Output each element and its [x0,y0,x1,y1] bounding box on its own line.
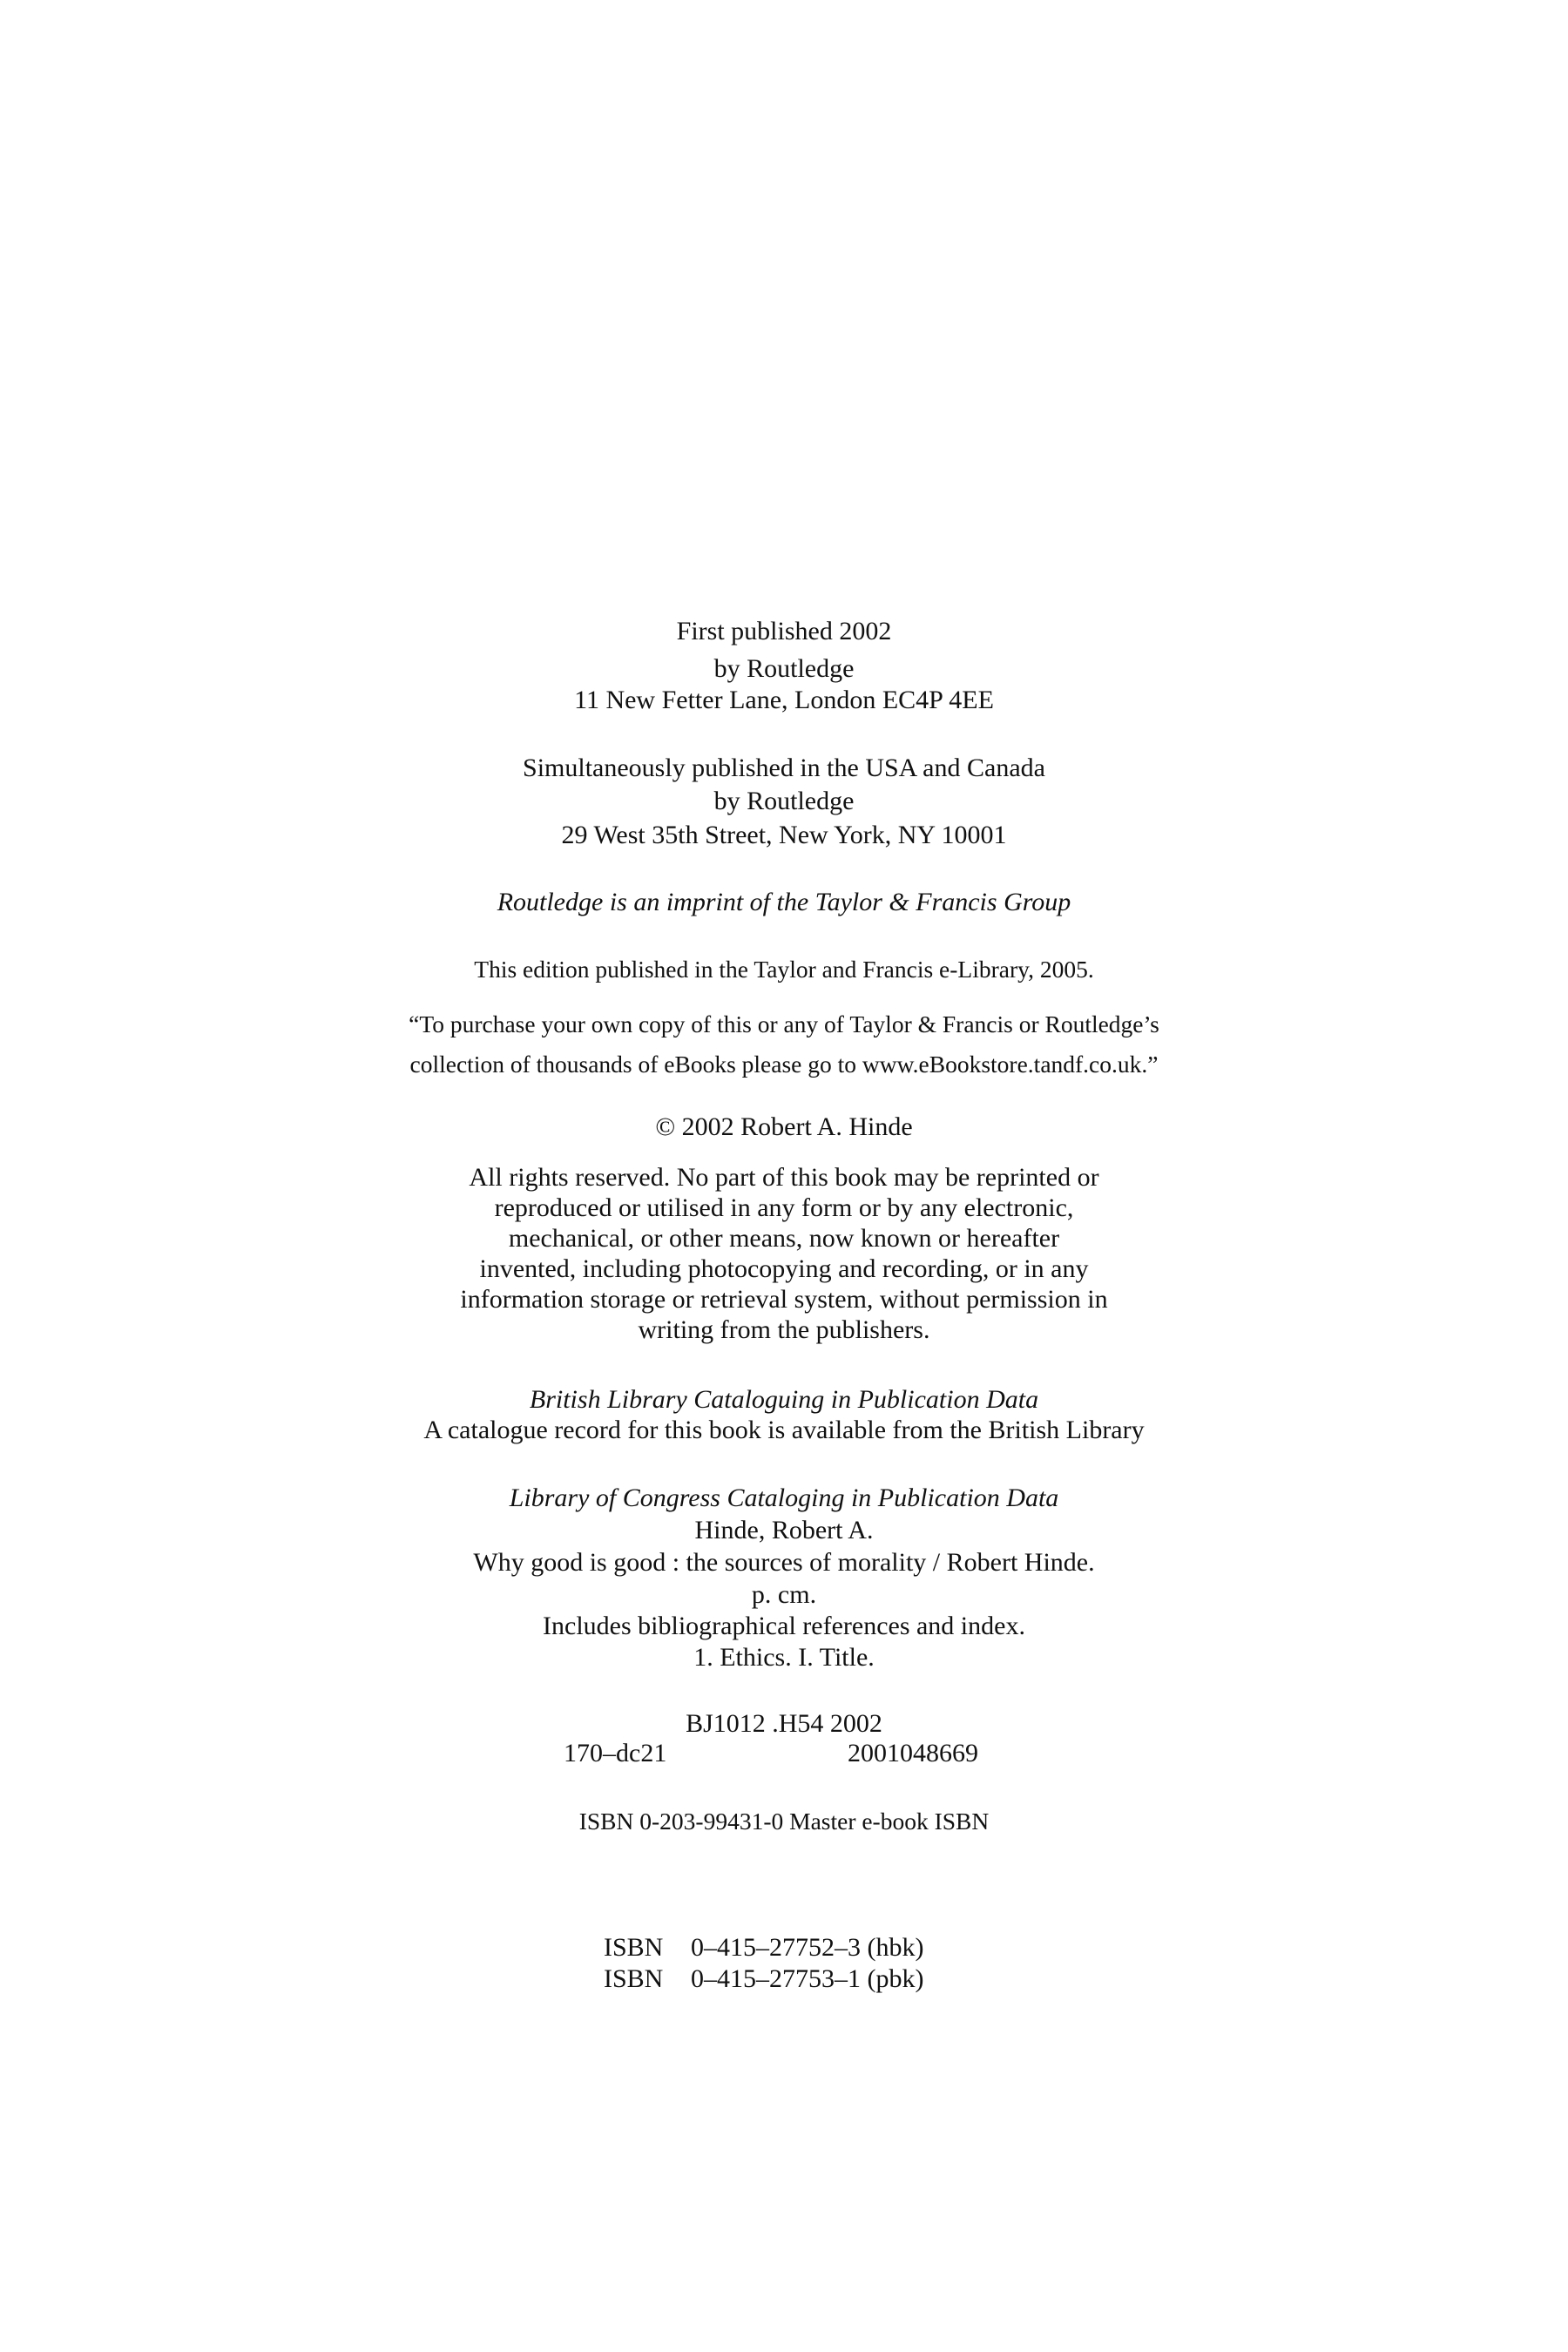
classification-row [0,1738,1568,1769]
rights-line: information storage or retrieval system, without permission in [460,1285,1108,1314]
address-us: 29 West 35th Street, New York, NY 10001 [561,821,1007,849]
loc-line: p. cm. [751,1580,817,1609]
loc-line: Why good is good : the sources of morality / Robert Hinde. [473,1548,1095,1577]
loc-heading: Library of Congress Cataloging in Publication Data [509,1484,1059,1512]
rights-line: writing from the publishers. [638,1315,930,1344]
publisher-us: by Routledge [713,787,855,815]
purchase-line-2: collection of thousands of eBooks please go to www.eBookstore.tandf.co.uk.” [409,1051,1159,1078]
isbn-row-hbk [0,1932,1568,1963]
first-published: First published 2002 [676,617,892,645]
dewey-number: 170–dc21 [564,1739,667,1767]
imprint-note: Routledge is an imprint of the Taylor & Francis Group [497,888,1071,916]
call-number: BJ1012 .H54 2002 [686,1709,882,1738]
master-isbn: ISBN 0-203-99431-0 Master e-book ISBN [578,1808,990,1835]
rights-line: reproduced or utilised in any form or by any electronic, [494,1193,1074,1222]
rights-line: All rights reserved. No part of this book may be reprinted or [469,1163,1099,1192]
lccn-number: 2001048669 [848,1739,978,1767]
ebook-edition: This edition published in the Taylor and Francis e-Library, 2005. [474,956,1094,983]
purchase-line-1: “To purchase your own copy of this or any of Taylor & Francis or Routledge’s [409,1010,1159,1037]
rights-line: invented, including photocopying and recording, or in any [479,1254,1089,1283]
simultaneous-publication: Simultaneously published in the USA and Canada [523,754,1045,782]
isbn-number: 0–415–27753–1 (pbk) [691,1964,924,1993]
isbn-number: 0–415–27752–3 (hbk) [691,1933,924,1962]
loc-line: 1. Ethics. I. Title. [693,1643,875,1672]
publisher-uk: by Routledge [713,654,855,683]
copyright-notice: © 2002 Robert A. Hinde [655,1112,913,1141]
british-library-heading: British Library Cataloguing in Publication Data [529,1385,1039,1414]
address-uk: 11 New Fetter Lane, London EC4P 4EE [574,686,994,714]
isbn-row-pbk [0,1963,1568,1995]
isbn-label: ISBN [604,1933,664,1962]
british-library-text: A catalogue record for this book is available from the British Library [423,1416,1145,1444]
loc-line: Includes bibliographical references and index. [543,1612,1025,1640]
loc-line: Hinde, Robert A. [694,1516,874,1544]
isbn-label: ISBN [604,1964,664,1993]
rights-line: mechanical, or other means, now known or hereafter [508,1224,1060,1253]
